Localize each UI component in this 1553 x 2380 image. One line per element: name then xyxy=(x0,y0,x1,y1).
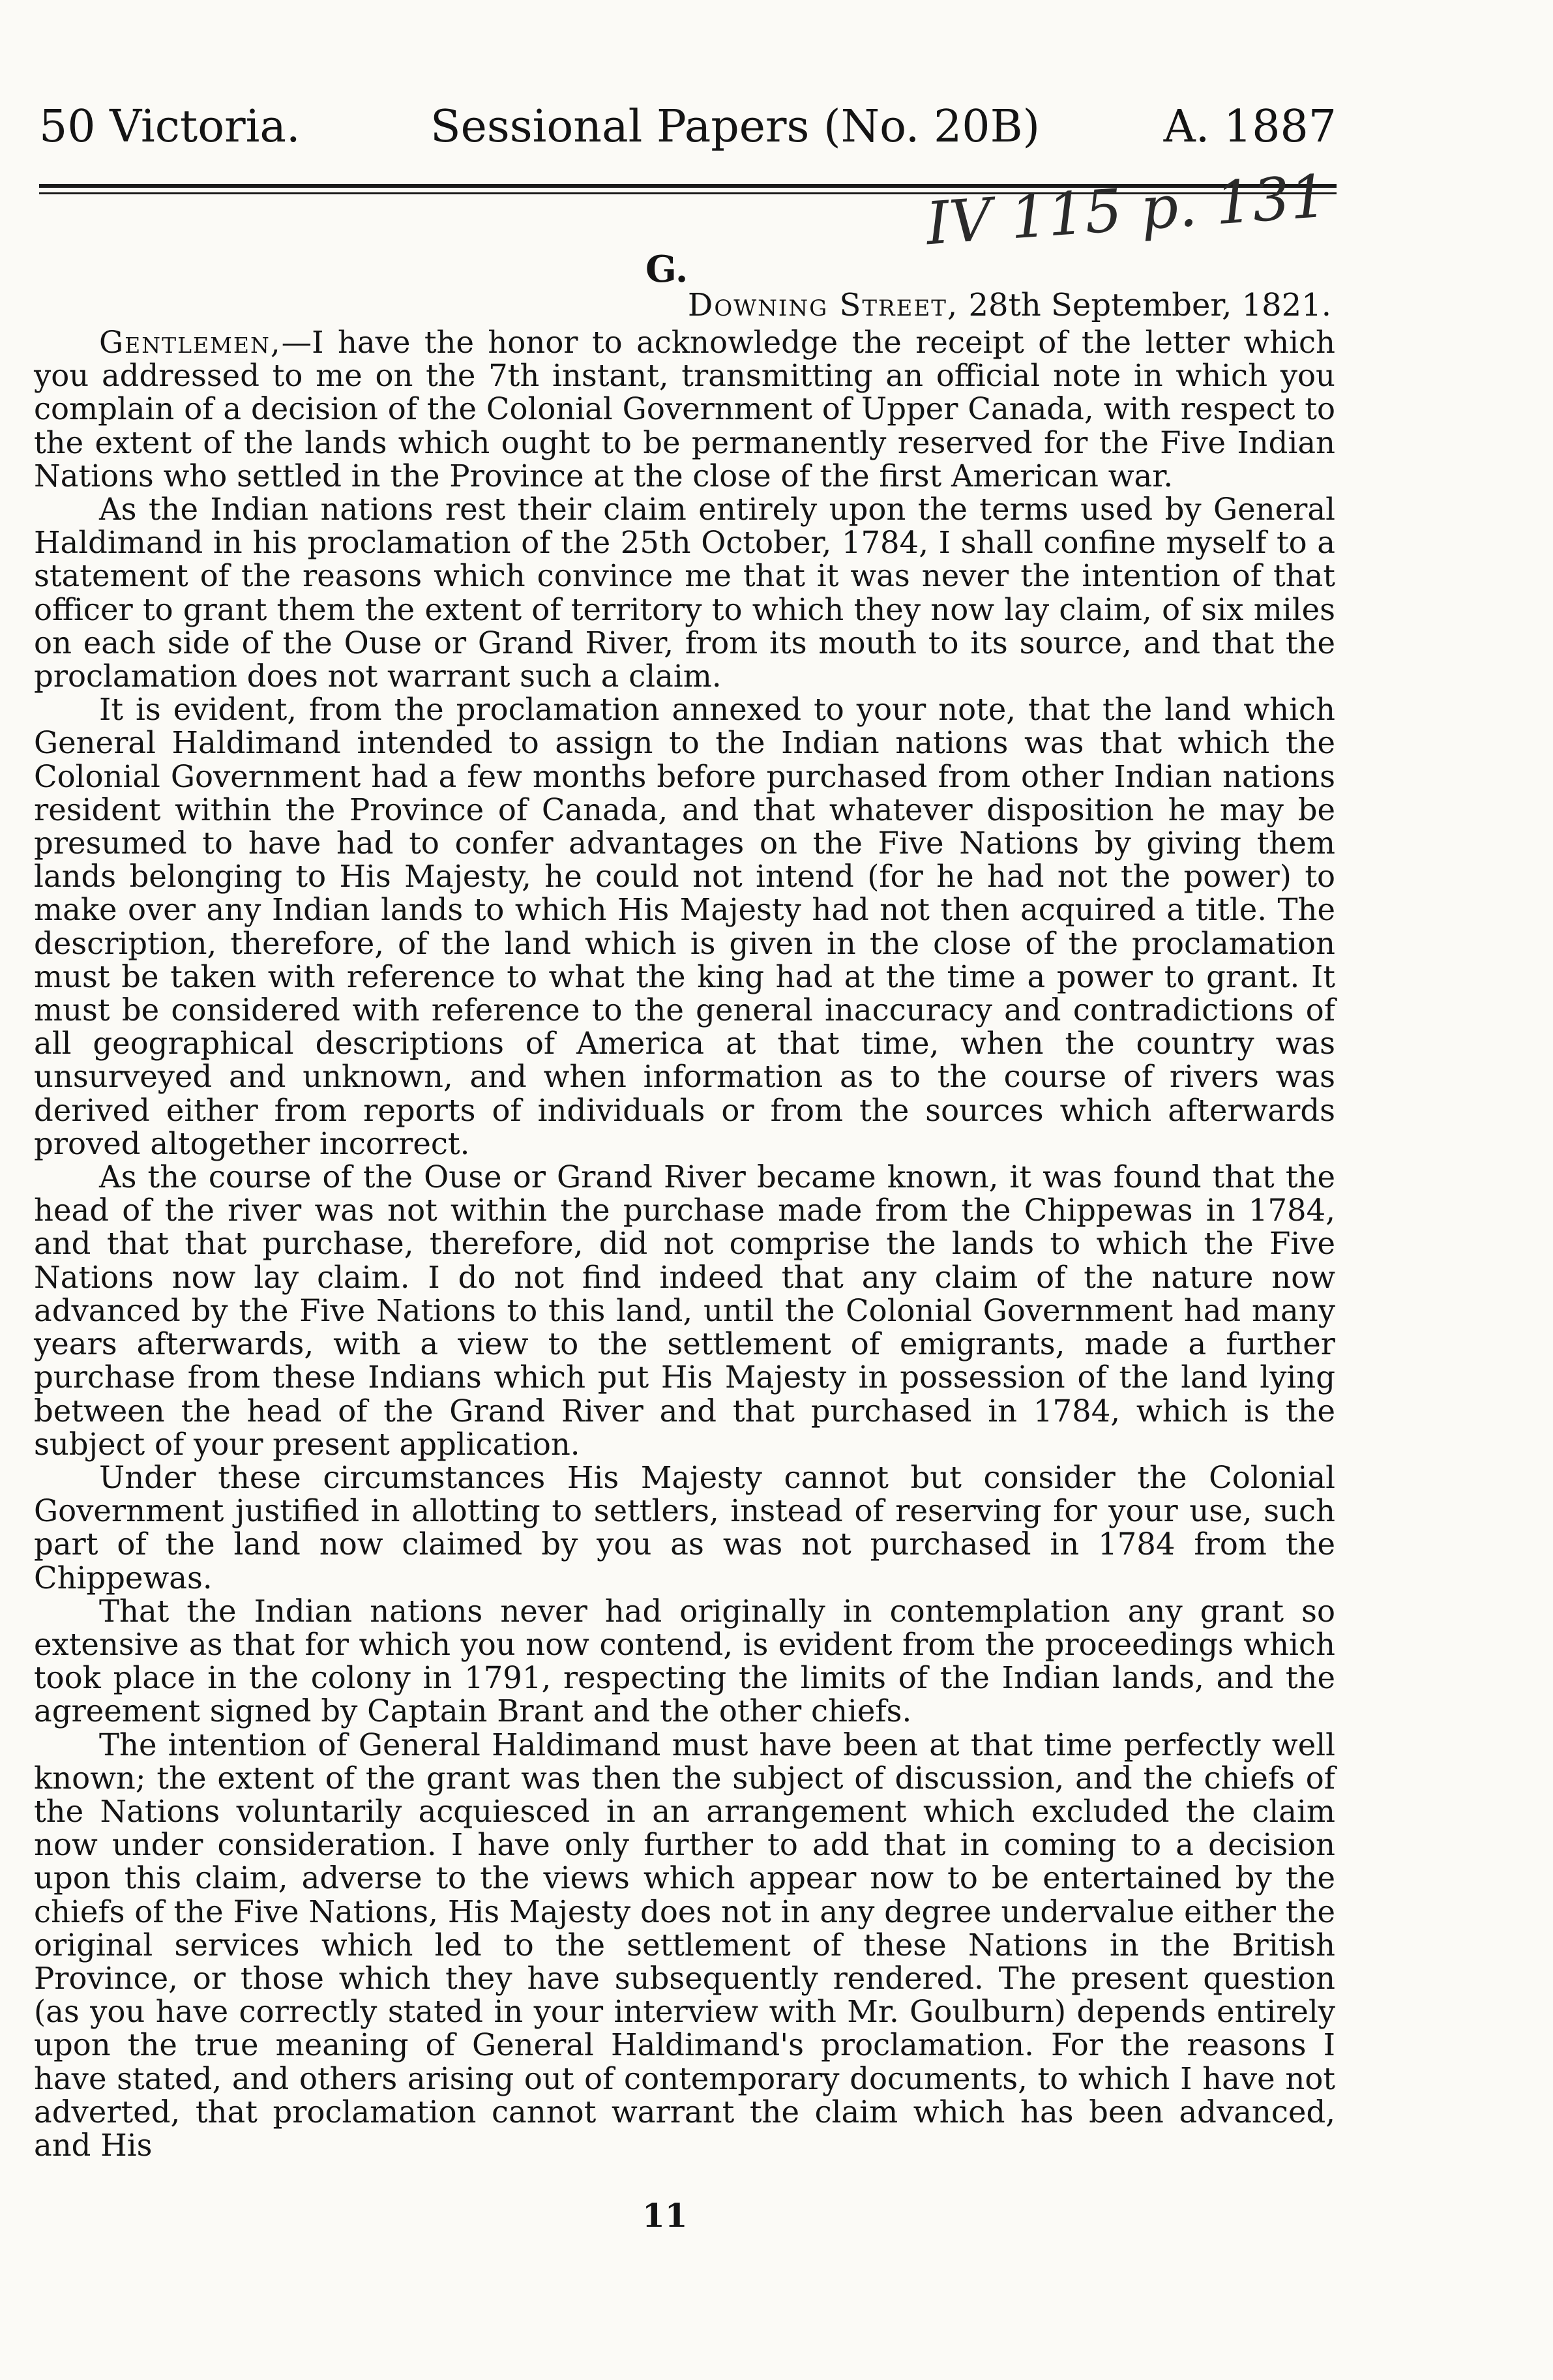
letter-body xyxy=(34,326,1335,2162)
paragraph: The intention of General Haldimand must have been at that time perfectly well known; the extent of the grant was then the subject of discussion, and the chiefs of the Nations voluntarily acquiesced in an arrangement which excluded the claim now under consideration. I have only further to add that in coming to a decision upon this claim, adverse to the views which appear now to be entertained by the chiefs of the Five Nations, His Majesty does not in any degree undervalue either the original services which led to the settlement of these Nations in the British Province, or those which they have subsequently rendered. The present question (as you have correctly stated in your interview with Mr. Goulburn) depends entirely upon the true meaning of General Haldimand's proclamation. For the reasons I have stated, and others arising out of contemporary documents, to which I have not adverted, that proclamation cannot warrant the claim which has been advanced, and His xyxy=(34,1727,1335,2163)
handwritten-annotation: IV 115 p. 131 xyxy=(924,162,1330,259)
running-header xyxy=(39,98,1337,156)
paragraph: Under these circumstances His Majesty cannot but consider the Colonial Government justified in allotting to settlers, instead of reserving for your use, such part of the land now claimed by you as was not purchased in 1784 from the Chippewas. xyxy=(34,1459,1335,1596)
paragraph: That the Indian nations never had originally in contemplation any grant so extensive as that for which you now contend, is evident from the proceedings which took place in the colony in 1791, respecting the limits of the Indian lands, and the agreement signed by Captain Brant and the other chiefs. xyxy=(34,1593,1335,1729)
paragraph: As the course of the Ouse or Grand River became known, it was found that the head of the river was not within the purchase made from the Chippewas in 1784, and that that purchase, therefore, did not comprise the lands to which the Five Nations now lay claim. I do not find indeed that any claim of the nature now advanced by the Five Nations to this land, until the Colonial Government had many years afterwards, with a view to the settlement of emigrants, made a further purchase from these Indians which put His Majesty in possession of the land lying between the head of the Grand River and that purchased in 1784, which is the subject of your present application. xyxy=(34,1159,1335,1462)
dateline xyxy=(688,287,1331,323)
paragraph: As the Indian nations rest their claim entirely upon the terms used by General Haldimand in his proclamation of the 25th October, 1784, I shall confine myself to a statement of the reasons which convince me that it was never the intention of that officer to grant them the extent of territory to which they now lay claim, of six miles on each side of the Ouse or Grand River, from its mouth to its source, and that the proclamation does not warrant such a claim. xyxy=(34,492,1335,694)
dateline-date: 28th September, 1821. xyxy=(968,287,1331,323)
paragraph xyxy=(34,326,1335,493)
header-year: A. 1887 xyxy=(1163,101,1337,153)
salutation: Gentlemen, xyxy=(99,325,282,360)
letter-heading: G. xyxy=(645,248,688,291)
header-volume: 50 Victoria. xyxy=(39,101,301,153)
page-number: 11 xyxy=(642,2196,688,2235)
header-title: Sessional Papers (No. 20B) xyxy=(430,101,1041,153)
paragraph: It is evident, from the proclamation annexed to your note, that the land which General Haldimand intended to assign to the Indian nations was that which the Colonial Government had a few months before purchased from other Indian nations resident within the Province of Canada, and that whatever disposition he may be presumed to have had to confer advantages on the Five Nations by giving them lands belonging to His Majesty, he could not intend (for he had not the power) to make over any Indian lands to which His Majesty had not then acquired a title. The description, therefore, of the land which is given in the close of the proclamation must be taken with reference to what the king had at the time a power to grant. It must be considered with reference to the general inaccuracy and contradictions of all geographical descriptions of America at that time, when the country was unsurveyed and unknown, and when information as to the course of rivers was derived either from reports of individuals or from the sources which afterwards proved altogether incorrect. xyxy=(34,692,1335,1161)
paragraph-text: —I have the honor to acknowledge the receipt of the letter which you addressed to me on the 7th instant, transmitting an official note in which you complain of a decision of the Colonial Government of Upper Canada, with respect to the extent of the lands which ought to be permanently reserved for the Five Indian Nations who settled in the Province at the close of the first American war. xyxy=(34,325,1335,494)
dateline-place: Downing Street, xyxy=(687,287,959,323)
